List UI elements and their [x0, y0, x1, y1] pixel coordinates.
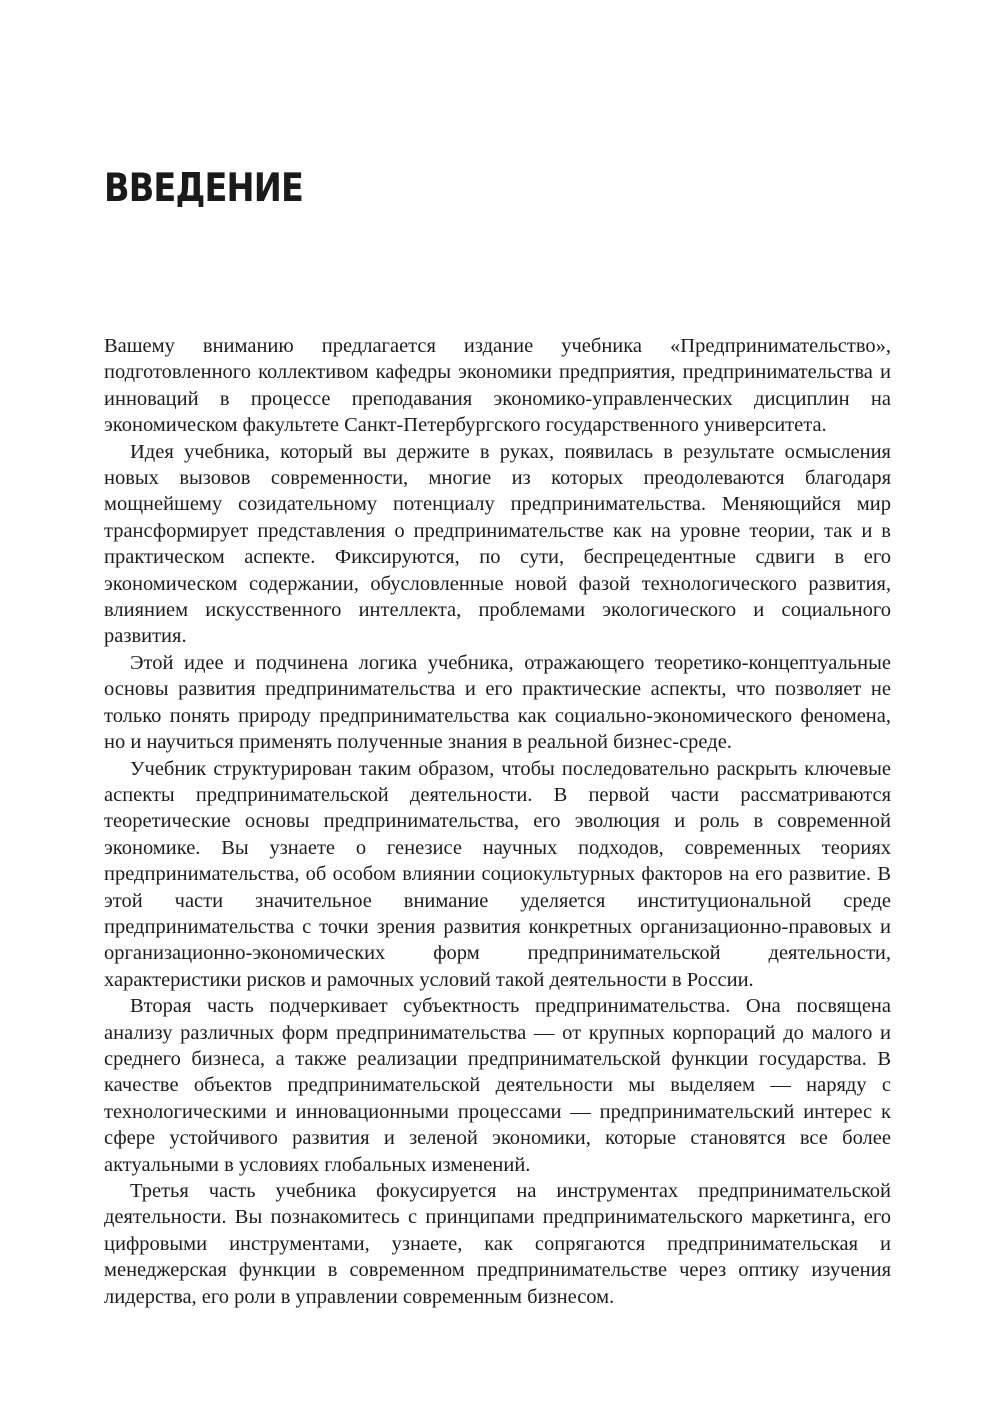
chapter-title: ВВЕДЕНИЕ: [104, 166, 303, 211]
paragraph-2: Идея учебника, который вы держите в руках, появилась в результате осмысления новых вызовов современности, многие из которых преодолеваются благодаря мощнейшему созидательному потенциалу предпринимательства. Меняющийся мир трансформирует представления о предпринимательстве как на уровне теории, так и в практическом аспекте. Фиксируются, по сути, беспрецедентные сдвиги в его экономическом содержании, обусловленные новой фазой технологического развития, влиянием искусственного интеллекта, проблемами экологического и социального развития.: [104, 440, 891, 648]
paragraph-3: Этой идее и подчинена логика учебника, отражающего теоретико-концептуальные основы развития предпринимательства и его практические аспекты, что позволяет не только понять природу предпринимательства как социально-экономического феномена, но и научиться применять полученные знания в реальной бизнес-среде.: [104, 651, 891, 754]
paragraph-5: Вторая часть подчеркивает субъектность предпринимательства. Она посвящена анализу различных форм предпринимательства — от крупных корпораций до малого и среднего бизнеса, а также реализации предпринимательской функции государства. В качестве объектов предпринимательской деятельности мы выделяем — наряду с технологическими и инновационными процессами — предпринимательский интерес к сфере устойчивого развития и зеленой экономики, которые становятся все более актуальными в условиях глобальных изменений.: [104, 995, 891, 1176]
paragraph-1: Вашему вниманию предлагается издание учебника «Предпринимательство», подготовленного коллективом кафедры экономики предприятия, предпринимательства и инноваций в процессе преподавания экономико-управленческих дисциплин на экономическом факультете Санкт-Петербургского государственного университета.: [104, 335, 891, 437]
paragraph-4: Учебник структурирован таким образом, чтобы последовательно раскрыть ключевые аспекты предпринимательской деятельности. В первой части рассматриваются теоретические основы предпринимательства, его эволюция и роль в современной экономике. Вы узнаете о генезисе научных подходов, современных теориях предпринимательства, об особом влиянии социокультурных факторов на его развитие. В этой части значительное внимание уделяется институциональной среде предпринимательства с точки зрения развития конкретных организационно-правовых и организационно-экономических форм предпринимательской деятельности, характеристики рисков и рамочных условий такой деятельности в России.: [104, 757, 891, 991]
chapter-body: [104, 333, 891, 1310]
paragraph-6: Третья часть учебника фокусируется на инструментах предпринимательской деятельности. Вы познакомитесь с принципами предпринимательского маркетинга, его цифровыми инструментами, узнаете, как сопрягаются предпринимательская и менеджерская функции в современном предпринимательстве через оптику изучения лидерства, его роли в управлении современным бизнесом.: [104, 1180, 891, 1308]
